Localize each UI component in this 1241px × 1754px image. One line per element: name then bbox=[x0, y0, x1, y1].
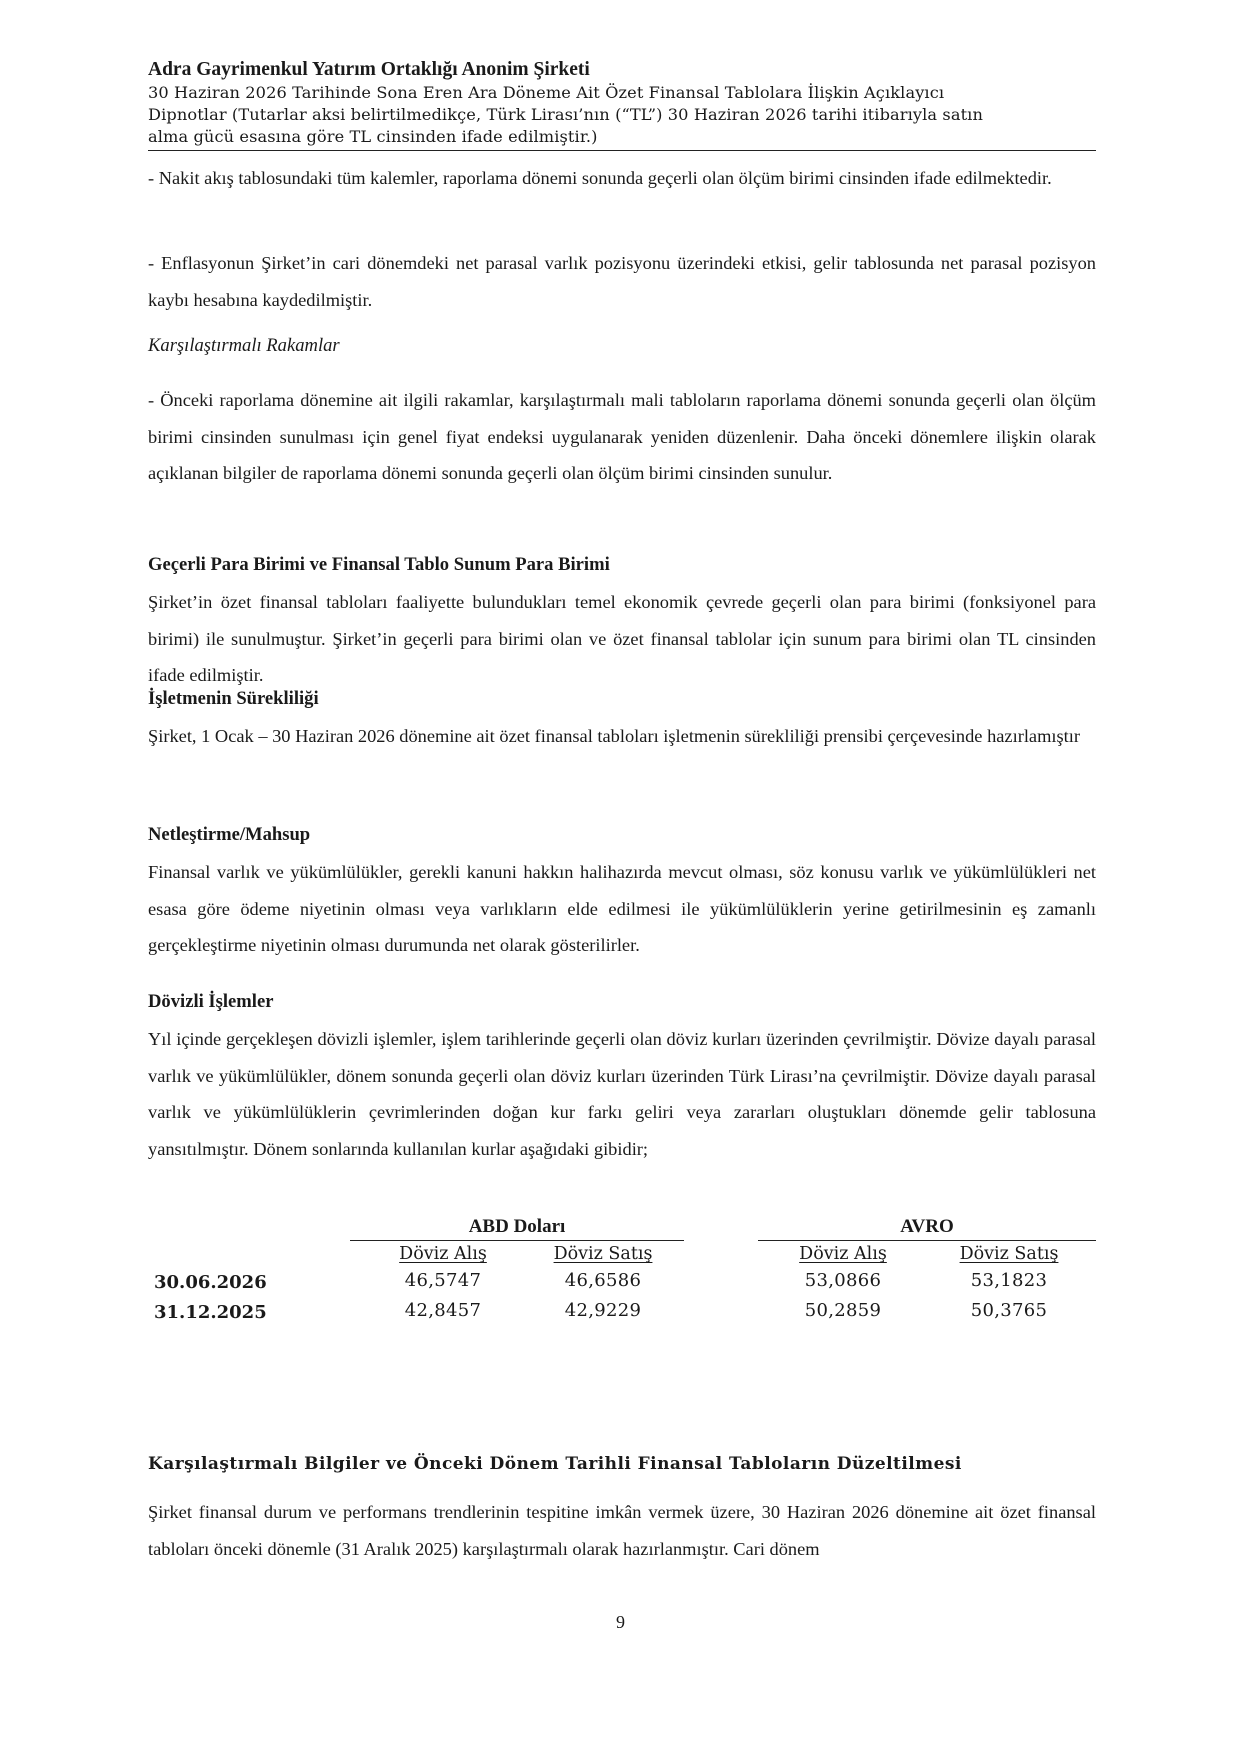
eur-sell-rate: 50,3765 bbox=[970, 1300, 1048, 1321]
usd-group-rule bbox=[350, 1240, 684, 1241]
paragraph-cash-flow: - Nakit akış tablosundaki tüm kalemler, raporlama dönemi sonunda geçerli olan ölçüm birimi cinsinden ifade edilmektedir. bbox=[148, 168, 1052, 188]
fx-transactions-heading: Dövizli İşlemler bbox=[148, 991, 274, 1012]
header-divider bbox=[148, 150, 1096, 151]
usd-sell-rate: 46,6586 bbox=[564, 1270, 642, 1291]
offsetting-heading: Netleştirme/Mahsup bbox=[148, 824, 311, 845]
paragraph-restatement: Şirket finansal durum ve performans trendlerinin tespitine imkân vermek üzere, 30 Haziran 2026 dönemine ait özet finansal tabloları önceki dönemle (31 Aralık 2025) karşılaştırmalı olarak hazırlanmıştır. Cari dönem bbox=[148, 1502, 1096, 1559]
exchange-rates-table bbox=[148, 1216, 1096, 1346]
eur-buy-rate: 53,0866 bbox=[804, 1270, 882, 1291]
page-header bbox=[148, 58, 1096, 151]
eur-group-rule bbox=[758, 1240, 1096, 1241]
eur-buy-rate: 50,2859 bbox=[804, 1300, 882, 1321]
eur-sell-rate: 53,1823 bbox=[970, 1270, 1048, 1291]
currency-heading: Geçerli Para Birimi ve Finansal Tablo Sunum Para Birimi bbox=[148, 554, 610, 575]
usd-sell-header: Döviz Satış bbox=[553, 1244, 653, 1264]
paragraph-fx: Yıl içinde gerçekleşen dövizli işlemler, işlem tarihlerinde geçerli olan döviz kurları üzerinden çevrilmiştir. Dövize dayalı parasal varlık ve yükümlülükler, dönem sonunda geçerli olan döviz kurları üzerinden Türk Lirası’na çevrilmiştir. Dövize dayalı parasal varlık ve yükümlülüklerin çevrimlerinden doğan kur farkı geliri veya zararları oluştukları dönemde gelir tablosuna yansıtılmıştır. Dönem sonlarında kullanılan kurlar aşağıdaki gibidir; bbox=[148, 1029, 1096, 1159]
document-page bbox=[148, 58, 1096, 1559]
rate-date: 31.12.2025 bbox=[154, 1302, 267, 1323]
usd-buy-rate: 42,8457 bbox=[404, 1300, 482, 1321]
usd-sell-rate: 42,9229 bbox=[564, 1300, 642, 1321]
page-number: 9 bbox=[616, 1612, 625, 1632]
eur-buy-header: Döviz Alış bbox=[799, 1244, 887, 1264]
usd-group-title: ABD Doları bbox=[468, 1216, 566, 1237]
going-concern-heading: İşletmenin Sürekliliği bbox=[148, 688, 319, 709]
paragraph-going-concern: Şirket, 1 Ocak – 30 Haziran 2026 dönemine ait özet finansal tabloları işletmenin sürekliliği prensibi çerçevesinde hazırlamıştır bbox=[148, 726, 1081, 746]
header-line-2: Dipnotlar (Tutarlar aksi belirtilmedikçe, Türk Lirası’nın (“TL”) 30 Haziran 2026 tarihi itibarıyla satın bbox=[148, 105, 983, 124]
header-line-1: 30 Haziran 2026 Tarihinde Sona Eren Ara Döneme Ait Özet Finansal Tablolara İlişkin Açıklayıcı bbox=[148, 83, 945, 102]
restatement-heading: Karşılaştırmalı Bilgiler ve Önceki Dönem Tarihli Finansal Tabloların Düzeltilmesi bbox=[148, 1454, 962, 1474]
rate-date: 30.06.2026 bbox=[154, 1272, 267, 1293]
paragraph-offsetting: Finansal varlık ve yükümlülükler, gerekli kanuni hakkın halihazırda mevcut olması, söz konusu varlık ve yükümlülükleri net esasa göre ödeme niyetinin olması veya varlıkların elde edilmesi ile yükümlülüklerin yerine getirilmesinin eş zamanlı gerçekleştirme niyetinin olması durumunda net olarak gösterilirler. bbox=[148, 862, 1096, 955]
paragraph-currency: Şirket’in özet finansal tabloları faaliyette bulundukları temel ekonomik çevrede geçerli olan para birimi (fonksiyonel para birimi) ile sunulmuştur. Şirket’in geçerli para birimi olan ve özet finansal tablolar için sunum para birimi olan TL cinsinden ifade edilmiştir. bbox=[148, 592, 1096, 685]
eur-group-title: AVRO bbox=[900, 1216, 954, 1237]
usd-buy-rate: 46,5747 bbox=[404, 1270, 482, 1291]
header-line-3: alma gücü esasına göre TL cinsinden ifade edilmiştir.) bbox=[148, 127, 598, 146]
eur-sell-header: Döviz Satış bbox=[959, 1244, 1059, 1264]
paragraph-comparative: - Önceki raporlama dönemine ait ilgili rakamlar, karşılaştırmalı mali tabloların raporlama dönemi sonunda geçerli olan ölçüm birimi cinsinden sunulması için genel fiyat endeksi uygulanarak yeniden düzenlenir. Daha önceki dönemlere ilişkin olarak açıklanan bilgiler de raporlama dönemi sonunda geçerli olan ölçüm birimi cinsinden sunulur. bbox=[148, 390, 1096, 483]
company-name: Adra Gayrimenkul Yatırım Ortaklığı Anonim Şirketi bbox=[148, 59, 590, 80]
usd-buy-header: Döviz Alış bbox=[399, 1244, 487, 1264]
paragraph-inflation: - Enflasyonun Şirket’in cari dönemdeki net parasal varlık pozisyonu üzerindeki etkisi, gelir tablosunda net parasal pozisyon kaybı hesabına kaydedilmiştir. bbox=[148, 253, 1096, 310]
comparative-figures-heading: Karşılaştırmalı Rakamlar bbox=[148, 335, 340, 356]
